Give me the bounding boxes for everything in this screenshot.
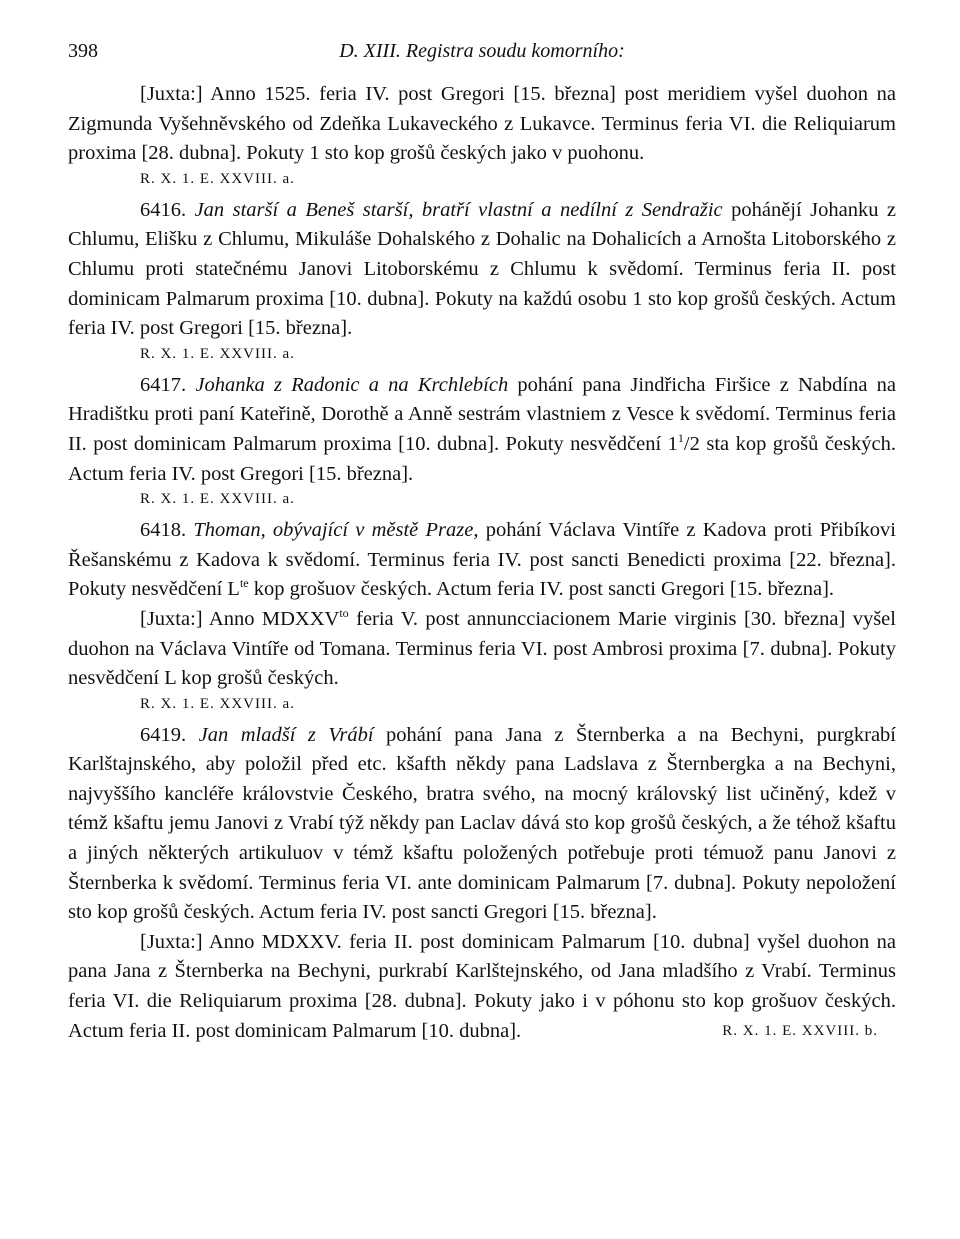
paragraph-juxta-mdxxv	[68, 605, 896, 694]
entry-6418	[68, 516, 896, 605]
archive-reference: R. X. 1. E. XXVIII. a.	[140, 695, 295, 712]
archive-reference: R. X. 1. E. XXVIII. a.	[140, 345, 295, 362]
superscript: to	[339, 606, 349, 621]
entry-number: 6416.	[140, 198, 187, 221]
page-number: 398	[68, 40, 98, 62]
entry-6416	[68, 196, 896, 344]
entry-text: pohání pana Jindřicha Firšice z Nabdína na Hradištku proti paní Kateřině, Dorothě a Anně sestrám vlastniem z Vesce k svědomí. Terminus feria II. post dominicam Palmarum proxima [10. dubna]. Pokuty nesvědčení 1	[68, 373, 897, 455]
entry-parties: Thoman, obývající v městě Praze,	[193, 519, 479, 542]
paragraph-lead: [Juxta:] Anno MDXXV	[140, 607, 340, 630]
running-title: D. XIII. Registra soudu komorního:	[339, 40, 625, 62]
entry-parties: Johanka z Radonic a na Krchlebích	[195, 373, 509, 396]
archive-reference: R. X. 1. E. XXVIII. a.	[140, 170, 295, 187]
entry-text-tail: sta kop grošů českých. Actum feria IV. post Gregori [15. března].	[68, 432, 896, 485]
entry-text: pohání pana Jana z Šternberka a na Bechyni, purgkrabí Karlštajnského, aby položil před etc. kšafth někdy pana Ladslava z Šternbergka a na Bechyni, najvyššího kancléře královstvie Českého, bratra svého, na mocný královský list učiněný, kdež v témž kšaftu jemu Janovi z Vrabí týž někdy pan Laclav dává sto kop grošů českých, a že téhož kšaftu a jiných některých artikuluov v témž kšaftu položených potřebuje proti témuož panu Janovi z Šternberka k svědomí. Terminus feria VI. ante dominicam Palmarum [7. dubna]. Pokuty nepoložení sto kop grošů českých. Actum feria IV. post sancti Gregori [15. března].	[68, 723, 896, 924]
fraction-superscript: 1	[677, 431, 684, 446]
entry-parties: Jan mladší z Vrábí	[198, 723, 374, 746]
entry-6417	[68, 371, 896, 489]
entry-parties: Jan starší a Beneš starší, bratří vlastní a nedílní z Sendražic	[194, 198, 723, 221]
document-page	[68, 40, 896, 1046]
page-header	[68, 40, 896, 80]
paragraph-text: [Juxta:] Anno MDXXV. feria II. post dominicam Palmarum [10. dubna] vyšel duohon na pana Jana z Šternberka na Bechyni, purkrabí Karlštejnského, od Jana mladšího z Vrabí. Terminus feria VI. die Reliquiarum proxima [28. dubna]. Pokuty jako i v póhonu sto kop grošuov českých. Actum feria II. post dominicam Palmarum [10. dubna].	[68, 930, 896, 1042]
entry-text: pohání Václava Vintíře z Kadova proti Přibíkovi Řešanskému z Kadova k svědomí. Terminus feria IV. post sancti Benedicti proxima [22. března]. Pokuty nesvědčení L	[68, 519, 896, 601]
entry-text: pohánějí Johanku z Chlumu, Elišku z Chlumu, Mikuláše Dohalského z Dohalic na Dohalicích a Arnošta Litoborského z Chlumu proti statečnému Janovi Litoborskému z Chlumu k svědomí. Terminus feria II. post dominicam Palmarum proxima [10. dubna]. Pokuty na každú osobu 1 sto kop grošů českých. Actum feria IV. post Gregori [15. března].	[68, 198, 897, 340]
paragraph-text: [Juxta:] Anno 1525. feria IV. post Gregori [15. března] post meridiem vyšel duohon na Zigmunda Vyšehněvského od Zdeňka Lukaveckého z Lukavce. Terminus feria VI. die Reliquiarum proxima [28. dubna]. Pokuty 1 sto kop grošů českých jako v puohonu.	[68, 83, 896, 165]
superscript: te	[239, 576, 249, 591]
paragraph-juxta-final	[68, 928, 896, 1046]
paragraph-juxta-1525	[68, 80, 896, 169]
entry-number: 6419.	[140, 723, 187, 746]
archive-reference-inline: R. X. 1. E. XXVIII. b.	[722, 1022, 878, 1039]
entry-text-tail: kop grošuov českých. Actum feria IV. post sancti Gregori [15. března].	[248, 578, 835, 601]
paragraph-text: feria V. post annuncciacionem Marie virginis [30. března] vyšel duohon na Václava Vintíře od Tomana. Terminus feria VI. post Ambrosi proxima [7. dubna]. Pokuty nesvědčení L kop grošů českých.	[68, 607, 896, 690]
entry-number: 6417.	[140, 373, 187, 396]
fraction-denominator: /2	[683, 432, 700, 455]
archive-reference: R. X. 1. E. XXVIII. a.	[140, 491, 295, 508]
entry-number: 6418.	[140, 519, 187, 542]
entry-6419	[68, 721, 896, 928]
